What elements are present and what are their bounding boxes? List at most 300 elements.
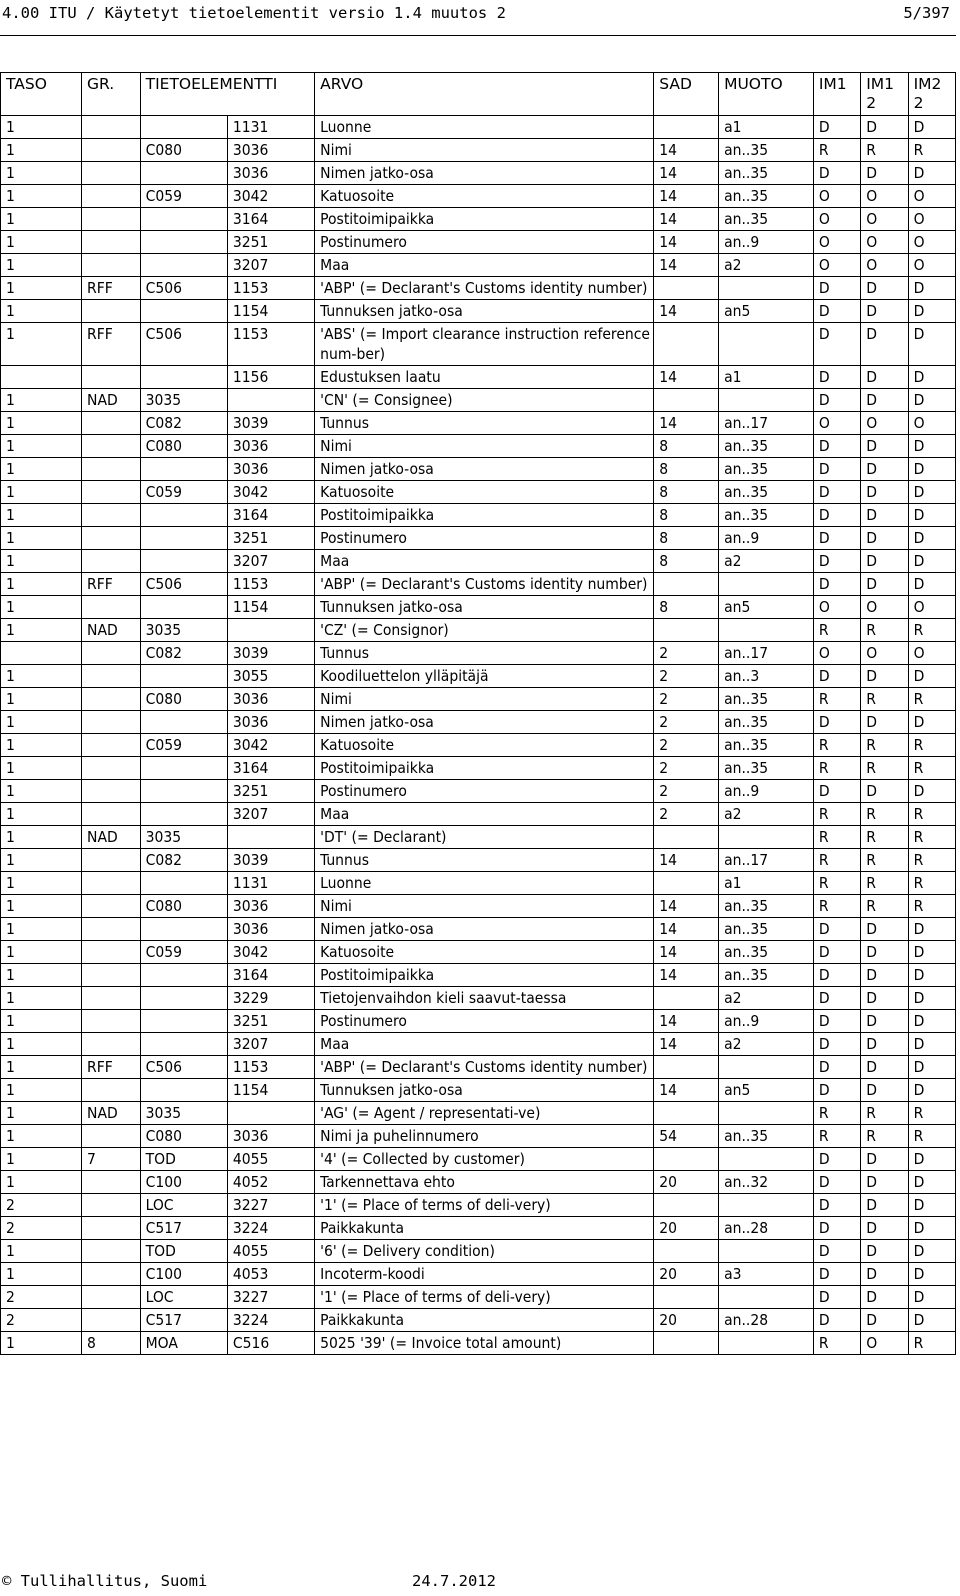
cell-arvo: Nimi: [315, 688, 654, 711]
table-row: [1, 527, 956, 550]
cell-arvo: Nimi: [315, 139, 654, 162]
cell-sad: [654, 1286, 719, 1309]
cell-muoto: [719, 1332, 814, 1355]
cell-gr: [82, 139, 141, 162]
cell-im1: D: [813, 323, 860, 366]
cell-sad: 14: [654, 1079, 719, 1102]
cell-gr: [82, 527, 141, 550]
table-row: [1, 1102, 956, 1125]
data-elements-table: [0, 72, 956, 1355]
cell-component: C506: [140, 1056, 227, 1079]
cell-im22: D: [908, 1286, 955, 1309]
cell-im12: D: [861, 481, 908, 504]
table-header-row: [1, 73, 956, 116]
cell-component: [140, 918, 227, 941]
cell-element: 1131: [227, 872, 314, 895]
cell-gr: NAD: [82, 826, 141, 849]
cell-arvo: Tunnuksen jatko-osa: [315, 1079, 654, 1102]
cell-component: [140, 231, 227, 254]
cell-element: 3055: [227, 665, 314, 688]
cell-component: [140, 711, 227, 734]
cell-im12: R: [861, 688, 908, 711]
cell-sad: 14: [654, 412, 719, 435]
cell-component: LOC: [140, 1286, 227, 1309]
cell-taso: 1: [1, 458, 82, 481]
cell-im1: D: [813, 1309, 860, 1332]
cell-im12: O: [861, 185, 908, 208]
cell-im12: D: [861, 550, 908, 573]
cell-component: [140, 458, 227, 481]
table-row: [1, 1263, 956, 1286]
cell-sad: 20: [654, 1171, 719, 1194]
cell-im1: R: [813, 688, 860, 711]
cell-im12: D: [861, 389, 908, 412]
cell-muoto: an5: [719, 1079, 814, 1102]
cell-component: C517: [140, 1309, 227, 1332]
cell-arvo: Katuosoite: [315, 941, 654, 964]
cell-arvo: Postitoimipaikka: [315, 964, 654, 987]
cell-im1: R: [813, 1332, 860, 1355]
cell-muoto: an..35: [719, 185, 814, 208]
cell-taso: 1: [1, 918, 82, 941]
table-row: [1, 711, 956, 734]
cell-muoto: an..35: [719, 162, 814, 185]
table-row: [1, 550, 956, 573]
cell-im22: D: [908, 1309, 955, 1332]
cell-element: 1154: [227, 300, 314, 323]
cell-muoto: an..9: [719, 527, 814, 550]
cell-gr: [82, 642, 141, 665]
cell-gr: [82, 596, 141, 619]
cell-im12: D: [861, 1079, 908, 1102]
cell-element: 3207: [227, 550, 314, 573]
cell-im22: D: [908, 550, 955, 573]
cell-gr: [82, 1240, 141, 1263]
cell-im22: D: [908, 116, 955, 139]
cell-gr: [82, 1217, 141, 1240]
cell-sad: 2: [654, 780, 719, 803]
table-row: [1, 458, 956, 481]
column-header-im1: IM1: [813, 73, 860, 116]
cell-taso: 1: [1, 1171, 82, 1194]
table-row: [1, 1240, 956, 1263]
cell-element: 3164: [227, 757, 314, 780]
cell-sad: [654, 573, 719, 596]
cell-muoto: an..35: [719, 711, 814, 734]
cell-gr: [82, 1263, 141, 1286]
cell-component: C059: [140, 734, 227, 757]
cell-im12: D: [861, 1286, 908, 1309]
table-row: [1, 323, 956, 366]
cell-component: C082: [140, 412, 227, 435]
cell-arvo: '1' (= Place of terms of deli-very): [315, 1286, 654, 1309]
cell-arvo: Postinumero: [315, 1010, 654, 1033]
cell-taso: 1: [1, 254, 82, 277]
cell-gr: RFF: [82, 1056, 141, 1079]
cell-component: [140, 596, 227, 619]
table-row: [1, 389, 956, 412]
cell-muoto: an..35: [719, 688, 814, 711]
cell-taso: 1: [1, 323, 82, 366]
cell-component: [140, 504, 227, 527]
cell-im12: D: [861, 1309, 908, 1332]
cell-im1: O: [813, 231, 860, 254]
cell-muoto: an..35: [719, 208, 814, 231]
cell-taso: 1: [1, 596, 82, 619]
table-row: [1, 1056, 956, 1079]
cell-muoto: [719, 1056, 814, 1079]
cell-im1: R: [813, 849, 860, 872]
cell-im12: O: [861, 412, 908, 435]
cell-arvo: Nimi: [315, 895, 654, 918]
cell-element: 1153: [227, 1056, 314, 1079]
table-row: [1, 504, 956, 527]
cell-gr: [82, 481, 141, 504]
cell-im1: D: [813, 504, 860, 527]
cell-gr: [82, 895, 141, 918]
cell-element: 3042: [227, 185, 314, 208]
cell-im22: D: [908, 366, 955, 389]
cell-component: C100: [140, 1263, 227, 1286]
cell-muoto: a2: [719, 550, 814, 573]
cell-im12: D: [861, 1263, 908, 1286]
cell-muoto: a3: [719, 1263, 814, 1286]
cell-im1: D: [813, 1033, 860, 1056]
cell-arvo: Postitoimipaikka: [315, 504, 654, 527]
cell-im22: R: [908, 826, 955, 849]
cell-im12: R: [861, 619, 908, 642]
cell-im12: D: [861, 1033, 908, 1056]
cell-gr: RFF: [82, 573, 141, 596]
cell-element: 3036: [227, 711, 314, 734]
cell-element: 3164: [227, 964, 314, 987]
cell-im1: O: [813, 596, 860, 619]
cell-sad: [654, 872, 719, 895]
cell-sad: 14: [654, 895, 719, 918]
cell-im1: D: [813, 987, 860, 1010]
cell-im1: D: [813, 1263, 860, 1286]
table-row: [1, 1010, 956, 1033]
cell-im12: D: [861, 162, 908, 185]
cell-taso: 1: [1, 803, 82, 826]
cell-im22: R: [908, 139, 955, 162]
cell-sad: 14: [654, 185, 719, 208]
cell-im12: R: [861, 849, 908, 872]
cell-im12: O: [861, 254, 908, 277]
cell-arvo: Nimen jatko-osa: [315, 458, 654, 481]
cell-component: TOD: [140, 1240, 227, 1263]
cell-im22: D: [908, 1171, 955, 1194]
cell-im1: D: [813, 1194, 860, 1217]
cell-sad: 8: [654, 504, 719, 527]
cell-muoto: an..35: [719, 458, 814, 481]
cell-taso: 1: [1, 139, 82, 162]
cell-im1: O: [813, 208, 860, 231]
cell-im1: O: [813, 642, 860, 665]
cell-component: [140, 116, 227, 139]
cell-im12: D: [861, 1217, 908, 1240]
cell-taso: 1: [1, 504, 82, 527]
table-row: [1, 688, 956, 711]
cell-element: 3042: [227, 481, 314, 504]
cell-component: TOD: [140, 1148, 227, 1171]
cell-element: 1153: [227, 323, 314, 366]
cell-arvo: Postinumero: [315, 780, 654, 803]
column-header-tietoelementti: TIETOELEMENTTI: [140, 73, 315, 116]
cell-im1: D: [813, 1056, 860, 1079]
cell-im22: D: [908, 573, 955, 596]
cell-sad: 8: [654, 458, 719, 481]
cell-taso: 1: [1, 185, 82, 208]
cell-im22: D: [908, 964, 955, 987]
cell-im12: D: [861, 277, 908, 300]
table-row: [1, 139, 956, 162]
cell-im22: O: [908, 596, 955, 619]
table-row: [1, 366, 956, 389]
cell-im1: D: [813, 964, 860, 987]
cell-im12: D: [861, 665, 908, 688]
cell-im1: D: [813, 162, 860, 185]
cell-im22: R: [908, 849, 955, 872]
cell-im1: D: [813, 941, 860, 964]
cell-im1: R: [813, 872, 860, 895]
cell-muoto: an..35: [719, 481, 814, 504]
cell-im12: R: [861, 734, 908, 757]
cell-im22: D: [908, 987, 955, 1010]
cell-gr: [82, 300, 141, 323]
cell-im22: O: [908, 642, 955, 665]
cell-im12: D: [861, 711, 908, 734]
cell-muoto: an..17: [719, 642, 814, 665]
cell-sad: 2: [654, 642, 719, 665]
cell-taso: 1: [1, 1240, 82, 1263]
cell-sad: 14: [654, 162, 719, 185]
cell-arvo: 'CZ' (= Consignor): [315, 619, 654, 642]
cell-element: 3207: [227, 803, 314, 826]
cell-im22: D: [908, 300, 955, 323]
cell-im22: D: [908, 435, 955, 458]
column-header-sad: SAD: [654, 73, 719, 116]
table-row: [1, 596, 956, 619]
data-elements-table-wrapper: [0, 72, 956, 1355]
document-title: 4.00 ITU / Käytetyt tietoelementit versio 1.4 muutos 2: [2, 4, 506, 22]
cell-arvo: Postinumero: [315, 527, 654, 550]
table-row: [1, 803, 956, 826]
cell-muoto: an..35: [719, 734, 814, 757]
cell-element: 3036: [227, 895, 314, 918]
cell-im12: R: [861, 872, 908, 895]
cell-im22: O: [908, 185, 955, 208]
cell-muoto: an..35: [719, 1125, 814, 1148]
cell-im22: R: [908, 1102, 955, 1125]
cell-taso: 1: [1, 780, 82, 803]
cell-taso: 1: [1, 987, 82, 1010]
cell-element: [227, 389, 314, 412]
cell-im12: D: [861, 1171, 908, 1194]
cell-component: C100: [140, 1171, 227, 1194]
cell-component: 3035: [140, 1102, 227, 1125]
cell-element: 1154: [227, 1079, 314, 1102]
column-header-arvo: ARVO: [315, 73, 654, 116]
cell-im1: O: [813, 185, 860, 208]
cell-taso: [1, 642, 82, 665]
cell-element: 1153: [227, 573, 314, 596]
table-row: [1, 619, 956, 642]
cell-element: 4052: [227, 1171, 314, 1194]
cell-taso: 1: [1, 895, 82, 918]
cell-sad: 14: [654, 918, 719, 941]
cell-component: [140, 254, 227, 277]
cell-im1: D: [813, 711, 860, 734]
cell-taso: 1: [1, 619, 82, 642]
cell-im1: O: [813, 254, 860, 277]
column-header-im12: IM1 2: [861, 73, 908, 116]
cell-sad: [654, 1102, 719, 1125]
cell-element: 4055: [227, 1240, 314, 1263]
cell-im22: D: [908, 389, 955, 412]
cell-element: C516: [227, 1332, 314, 1355]
cell-element: 3036: [227, 162, 314, 185]
cell-gr: [82, 688, 141, 711]
cell-sad: 8: [654, 596, 719, 619]
column-header-im22: IM2 2: [908, 73, 955, 116]
cell-element: 1131: [227, 116, 314, 139]
cell-im22: D: [908, 1056, 955, 1079]
table-row: [1, 826, 956, 849]
cell-component: C082: [140, 849, 227, 872]
table-row: [1, 941, 956, 964]
footer-date: 24.7.2012: [412, 1572, 496, 1590]
cell-im12: D: [861, 1240, 908, 1263]
cell-gr: [82, 780, 141, 803]
table-row: [1, 757, 956, 780]
cell-component: C506: [140, 277, 227, 300]
cell-element: 3251: [227, 780, 314, 803]
cell-im1: D: [813, 1010, 860, 1033]
cell-sad: [654, 323, 719, 366]
cell-im1: D: [813, 277, 860, 300]
cell-sad: [654, 1332, 719, 1355]
cell-element: 4053: [227, 1263, 314, 1286]
cell-im1: D: [813, 435, 860, 458]
cell-sad: 14: [654, 1010, 719, 1033]
cell-im12: D: [861, 323, 908, 366]
cell-im12: D: [861, 366, 908, 389]
cell-sad: 14: [654, 1033, 719, 1056]
cell-taso: 1: [1, 435, 82, 458]
cell-sad: [654, 987, 719, 1010]
cell-taso: 1: [1, 412, 82, 435]
column-header-gr: GR.: [82, 73, 141, 116]
cell-im1: D: [813, 780, 860, 803]
cell-gr: [82, 1309, 141, 1332]
cell-component: [140, 527, 227, 550]
cell-arvo: 'CN' (= Consignee): [315, 389, 654, 412]
cell-im1: D: [813, 458, 860, 481]
cell-muoto: [719, 1102, 814, 1125]
cell-im22: R: [908, 872, 955, 895]
cell-im1: D: [813, 527, 860, 550]
cell-muoto: an..35: [719, 435, 814, 458]
cell-arvo: Nimi ja puhelinnumero: [315, 1125, 654, 1148]
cell-im22: R: [908, 757, 955, 780]
cell-im22: D: [908, 277, 955, 300]
cell-gr: [82, 1194, 141, 1217]
cell-arvo: Postitoimipaikka: [315, 208, 654, 231]
cell-component: [140, 162, 227, 185]
cell-gr: [82, 872, 141, 895]
cell-im22: D: [908, 780, 955, 803]
cell-muoto: a2: [719, 1033, 814, 1056]
cell-taso: 1: [1, 1263, 82, 1286]
cell-im12: D: [861, 504, 908, 527]
cell-im1: D: [813, 1240, 860, 1263]
cell-im1: R: [813, 1125, 860, 1148]
cell-sad: [654, 1056, 719, 1079]
cell-im22: D: [908, 162, 955, 185]
cell-gr: [82, 550, 141, 573]
cell-component: [140, 964, 227, 987]
cell-gr: [82, 665, 141, 688]
cell-arvo: 'ABP' (= Declarant's Customs identity number): [315, 277, 654, 300]
cell-arvo: 5025 '39' (= Invoice total amount): [315, 1332, 654, 1355]
cell-im12: D: [861, 1148, 908, 1171]
cell-muoto: [719, 1194, 814, 1217]
cell-im22: D: [908, 1148, 955, 1171]
cell-gr: [82, 116, 141, 139]
cell-component: C506: [140, 573, 227, 596]
cell-gr: [82, 1010, 141, 1033]
cell-component: C082: [140, 642, 227, 665]
cell-muoto: [719, 619, 814, 642]
cell-im12: D: [861, 116, 908, 139]
cell-muoto: an..17: [719, 412, 814, 435]
cell-taso: 1: [1, 665, 82, 688]
cell-arvo: Katuosoite: [315, 734, 654, 757]
cell-im22: D: [908, 1194, 955, 1217]
cell-taso: 1: [1, 162, 82, 185]
cell-arvo: Tarkennettava ehto: [315, 1171, 654, 1194]
cell-taso: 2: [1, 1286, 82, 1309]
cell-component: C080: [140, 688, 227, 711]
cell-im22: R: [908, 619, 955, 642]
cell-sad: 2: [654, 688, 719, 711]
cell-im1: D: [813, 1171, 860, 1194]
table-row: [1, 987, 956, 1010]
cell-component: MOA: [140, 1332, 227, 1355]
cell-component: 3035: [140, 619, 227, 642]
table-row: [1, 435, 956, 458]
cell-im22: D: [908, 323, 955, 366]
cell-taso: 2: [1, 1194, 82, 1217]
cell-sad: 8: [654, 435, 719, 458]
cell-sad: 2: [654, 734, 719, 757]
cell-taso: 1: [1, 734, 82, 757]
cell-im1: D: [813, 1148, 860, 1171]
cell-im22: D: [908, 1263, 955, 1286]
cell-im12: O: [861, 596, 908, 619]
cell-taso: 1: [1, 872, 82, 895]
table-row: [1, 780, 956, 803]
cell-im12: R: [861, 1102, 908, 1125]
cell-im1: D: [813, 116, 860, 139]
cell-sad: [654, 1240, 719, 1263]
table-row: [1, 231, 956, 254]
cell-sad: [654, 116, 719, 139]
cell-element: [227, 1102, 314, 1125]
cell-gr: [82, 185, 141, 208]
cell-im1: R: [813, 619, 860, 642]
